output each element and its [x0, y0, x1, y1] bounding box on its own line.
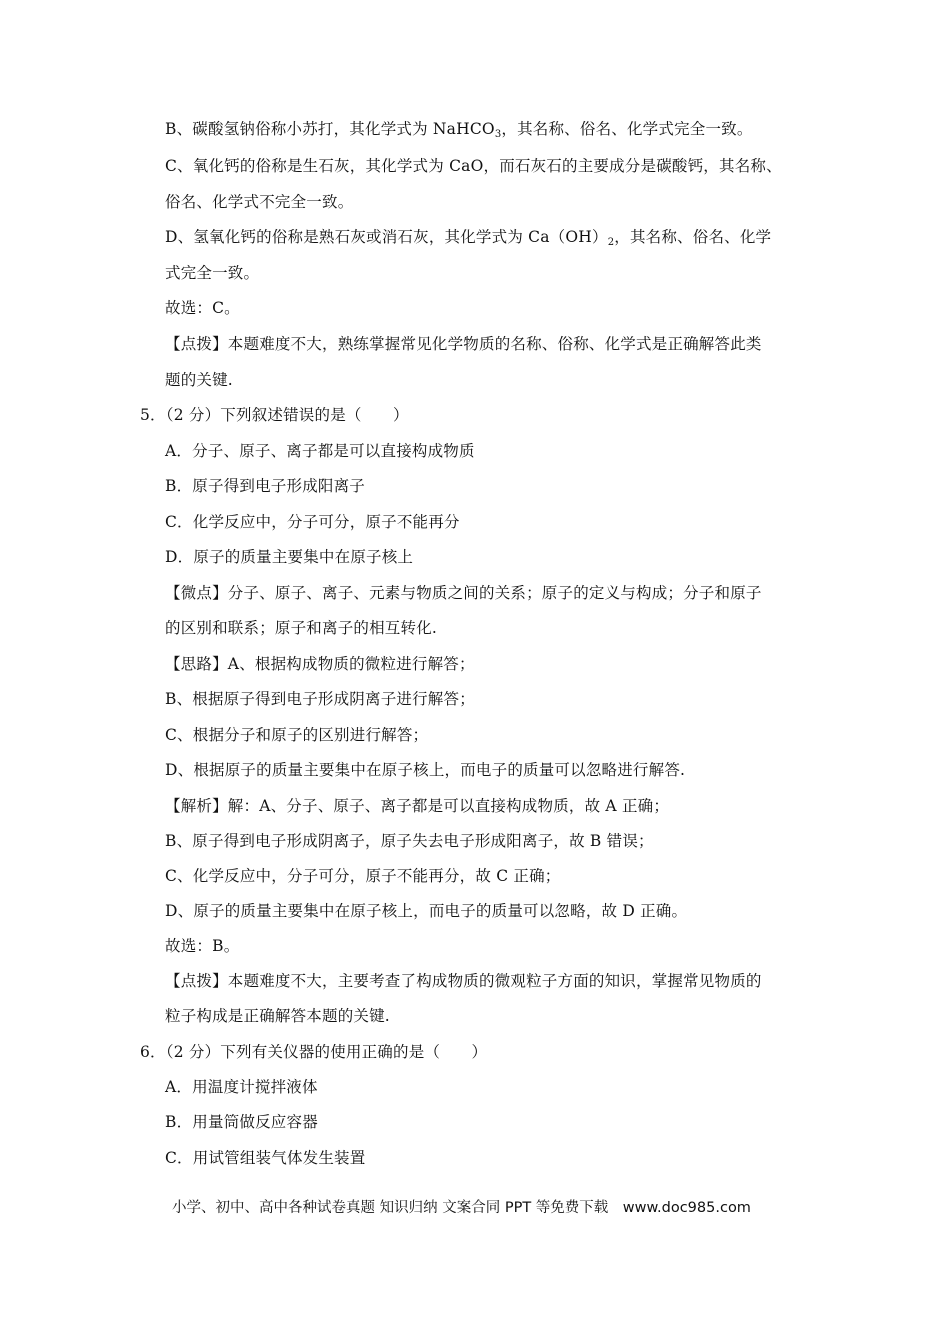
q5-option-a: A．分子、原子、离子都是可以直接构成物质 [165, 442, 475, 460]
q4-option-d-explanation-line1: D、氢氧化钙的俗称是熟石灰或消石灰，其化学式为 $Ca(OH)_2$，其名称、俗名、化学 [165, 228, 772, 248]
q4-option-c-explanation-line1: C、氧化钙的俗称是生石灰，其化学式为 CaO，而石灰石的主要成分是碳酸钙，其名称、 [165, 157, 782, 175]
q4-option-c-explanation-line2: 俗名、化学式不完全一致。 [165, 193, 354, 211]
q4-tip-line1: 【点拨】本题难度不大，熟练掌握常见化学物质的名称、俗称、化学式是正确解答此类 [165, 335, 762, 353]
q5-idea-b: B、根据原子得到电子形成阴离子进行解答； [165, 690, 475, 708]
q5-tip-line1: 【点拨】本题难度不大，主要考查了构成物质的微观粒子方面的知识，掌握常见物质的 [165, 972, 762, 990]
q5-point-line1: 【微点】分子、原子、离子、元素与物质之间的关系；原子的定义与构成；分子和原子 [165, 584, 762, 602]
q6-option-a: A．用温度计搅拌液体 [165, 1078, 318, 1096]
q5-option-b: B．原子得到电子形成阳离子 [165, 477, 365, 495]
q4-option-b-explanation: B、碳酸氢钠俗称小苏打，其化学式为 NaHCO$_3$，其名称、俗名、化学式完全一致。 [165, 120, 753, 140]
q5-idea-c: C、根据分子和原子的区别进行解答； [165, 726, 429, 744]
q5-option-c: C．化学反应中，分子可分，原子不能再分 [165, 513, 460, 531]
q5-solution-b: B、原子得到电子形成阴离子，原子失去电子形成阳离子，故 B 错误； [165, 832, 654, 850]
q5-answer: 故选：B。 [165, 937, 240, 955]
q5-idea-d: D、根据原子的质量主要集中在原子核上，而电子的质量可以忽略进行解答. [165, 761, 686, 779]
q6-option-c: C．用试管组装气体发生装置 [165, 1149, 366, 1167]
q5-solution-a: 【解析】解：A、分子、原子、离子都是可以直接构成物质，故 A 正确； [165, 797, 670, 815]
q5-point-line2: 的区别和联系；原子和离子的相互转化. [165, 619, 438, 637]
q5-tip-line2: 粒子构成是正确解答本题的关键. [165, 1007, 390, 1025]
q6-stem: 6．（2 分）下列有关仪器的使用正确的是（ ） [140, 1043, 488, 1061]
page-footer: 小学、初中、高中各种试卷真题 知识归纳 文案合同 PPT 等免费下载 www.doc985.com [172, 1200, 751, 1216]
q5-solution-d: D、原子的质量主要集中在原子核上，而电子的质量可以忽略，故 D 正确。 [165, 902, 688, 920]
q4-option-d-explanation-line2: 式完全一致。 [165, 264, 260, 282]
q5-idea-a: 【思路】A、根据构成物质的微粒进行解答； [165, 655, 475, 673]
q5-option-d: D．原子的质量主要集中在原子核上 [165, 548, 414, 566]
q5-stem: 5．（2 分）下列叙述错误的是（ ） [140, 406, 409, 424]
q4-answer: 故选：C。 [165, 299, 240, 317]
q6-option-b: B．用量筒做反应容器 [165, 1113, 318, 1131]
q5-solution-c: C、化学反应中，分子可分，原子不能再分，故 C 正确； [165, 867, 561, 885]
q4-tip-line2: 题的关键. [165, 371, 233, 389]
